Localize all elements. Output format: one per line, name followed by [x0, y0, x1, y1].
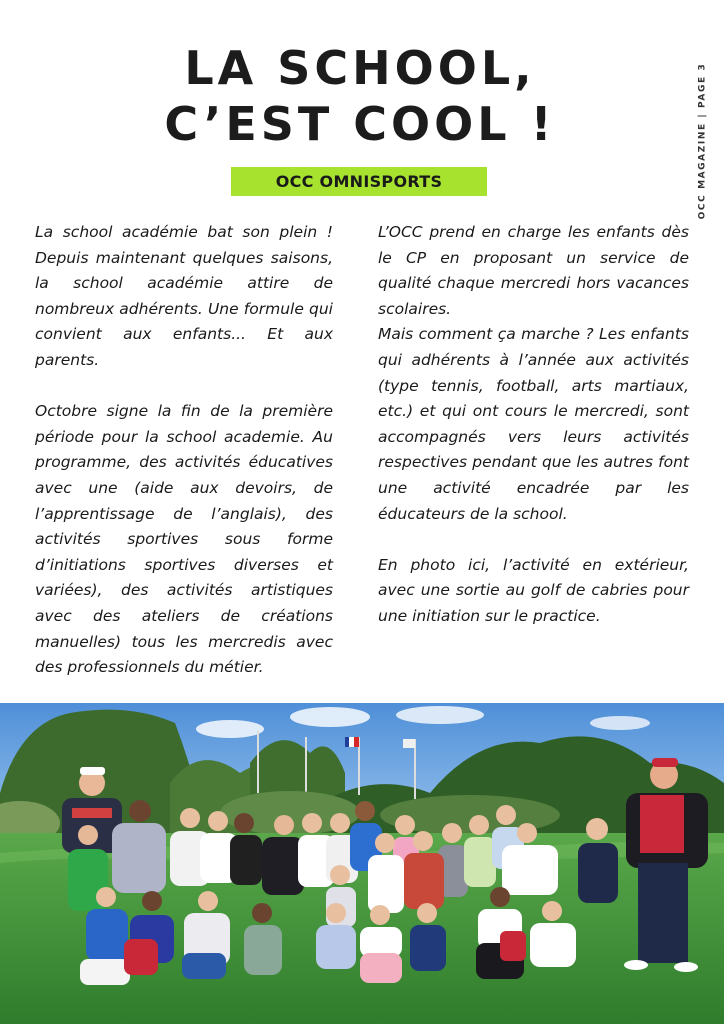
article-paragraph: Mais comment ça marche ? Les enfants qui adhérents à l’année aux activités (type tennis, football, arts martiaux, etc.) et qui ont cours le mercredi, sont accompagnés vers leurs activités respectives pendant que les autres font une activité encadrée par les éducateurs de la school.	[378, 325, 689, 523]
page-title	[120, 40, 600, 152]
article-paragraph: La school académie bat son plein ! Depuis maintenant quelques saisons, la school académie attire de nombreux adhérents. Une formule qui convient aux enfants... Et aux parents.	[35, 223, 333, 369]
article-paragraph: En photo ici, l’activité en extérieur, avec une sortie au golf de cabries pour une initiation sur le practice.	[378, 555, 689, 625]
page-title-line-2: C’EST COOL !	[164, 97, 556, 151]
article-paragraph: L’OCC prend en charge les enfants dès le CP en proposant un service de qualité chaque mercredi hors vacances scolaires.	[378, 223, 689, 318]
article-paragraph: Octobre signe la fin de la première période pour la school academie. Au programme, des activités éducatives avec une (aide aux devoirs, de l’apprentissage de l’anglais), des activités sportives sous forme d’initiations sportives diverses et variées), des activités artistiques avec des ateliers de créations manuelles) tous les mercredis avec des professionnels du métier.	[35, 402, 333, 677]
group-photo	[0, 703, 724, 1024]
page-title-line-1: LA SCHOOL,	[184, 41, 536, 95]
article-column-left	[35, 220, 333, 681]
magazine-page-label-text: OCC MAGAZINE | PAGE 3	[697, 62, 707, 219]
magazine-page-label	[693, 58, 711, 223]
article-column-right	[378, 220, 689, 630]
section-badge: OCC OMNISPORTS	[231, 167, 487, 196]
